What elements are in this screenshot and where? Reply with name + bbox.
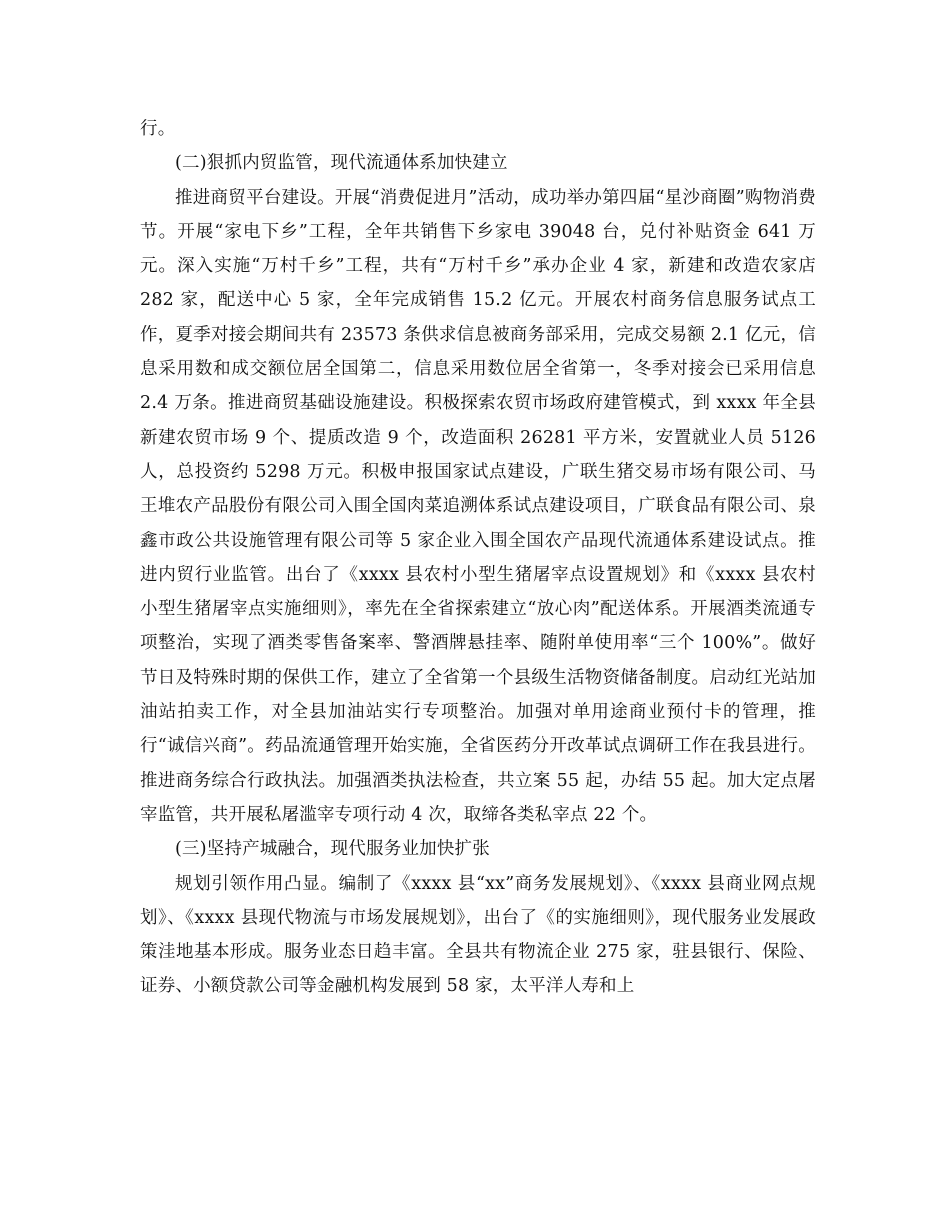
section-heading-3: (三)坚持产城融合，现代服务业加快扩张	[175, 839, 490, 860]
document-page	[140, 112, 816, 1004]
section-heading-2: (二)狠抓内贸监管，现代流通体系加快建立	[175, 153, 508, 174]
paragraph-planning: 规划引领作用凸显。编制了《xxxx 县“xx”商务发展规划》、《xxxx 县商业网点规划》、《xxxx 县现代物流与市场发展规划》，出台了《的实施细则》，现代服务业发展政策洼地基本形成。服务业态日趋丰富。全县共有物流企业 275 家，驻县银行、保险、证券、小额贷款公司等金融机构发展到 58 家，太平洋人寿和上	[140, 873, 816, 997]
paragraph-commerce-platform: 推进商贸平台建设。开展“消费促进月”活动，成功举办第四届“星沙商圈”购物消费节。开展“家电下乡”工程，全年共销售下乡家电 39048 台，兑付补贴资金 641 万元。深入实施“万村千乡”工程，共有“万村千乡”承办企业 4 家，新建和改造农家店 282 家，配送中心 5 家，全年完成销售 15.2 亿元。开展农村商务信息服务试点工作，夏季对接会期间共有 23573 条供求信息被商务部采用，完成交易额 2.1 亿元，信息采用数和成交额位居全国第二，信息采用数位居全省第一，冬季对接会已采用信息 2.4 万条。推进商贸基础设施建设。积极探索农贸市场政府建管模式，到 xxxx 年全县新建农贸市场 9 个、提质改造 9 个，改造面积 26281 平方米，安置就业人员 5126 人，总投资约 5298 万元。积极申报国家试点建设，广联生猪交易市场有限公司、马王堆农产品股份有限公司入围全国肉菜追溯体系试点建设项目，广联食品有限公司、泉鑫市政公共设施管理有限公司等 5 家企业入围全国农产品现代流通体系建设试点。推进内贸行业监管。出台了《xxxx 县农村小型生猪屠宰点设置规划》和《xxxx 县农村小型生猪屠宰点实施细则》，率先在全省探索建立“放心肉”配送体系。开展酒类流通专项整治，实现了酒类零售备案率、警酒牌悬挂率、随附单使用率“三个 100%”。做好节日及特殊时期的保供工作，建立了全省第一个县级生活物资储备制度。启动红光站加油站拍卖工作，对全县加油站实行专项整治。加强对单用途商业预付卡的管理，推行“诚信兴商”。药品流通管理开始实施，全省医药分开改革试点调研工作在我县进行。推进商务综合行政执法。加强酒类执法检查，共立案 55 起，办结 55 起。加大定点屠宰监管，共开展私屠滥宰专项行动 4 次，取缔各类私宰点 22 个。	[140, 187, 816, 825]
paragraph-continuation: 行。	[140, 119, 176, 139]
